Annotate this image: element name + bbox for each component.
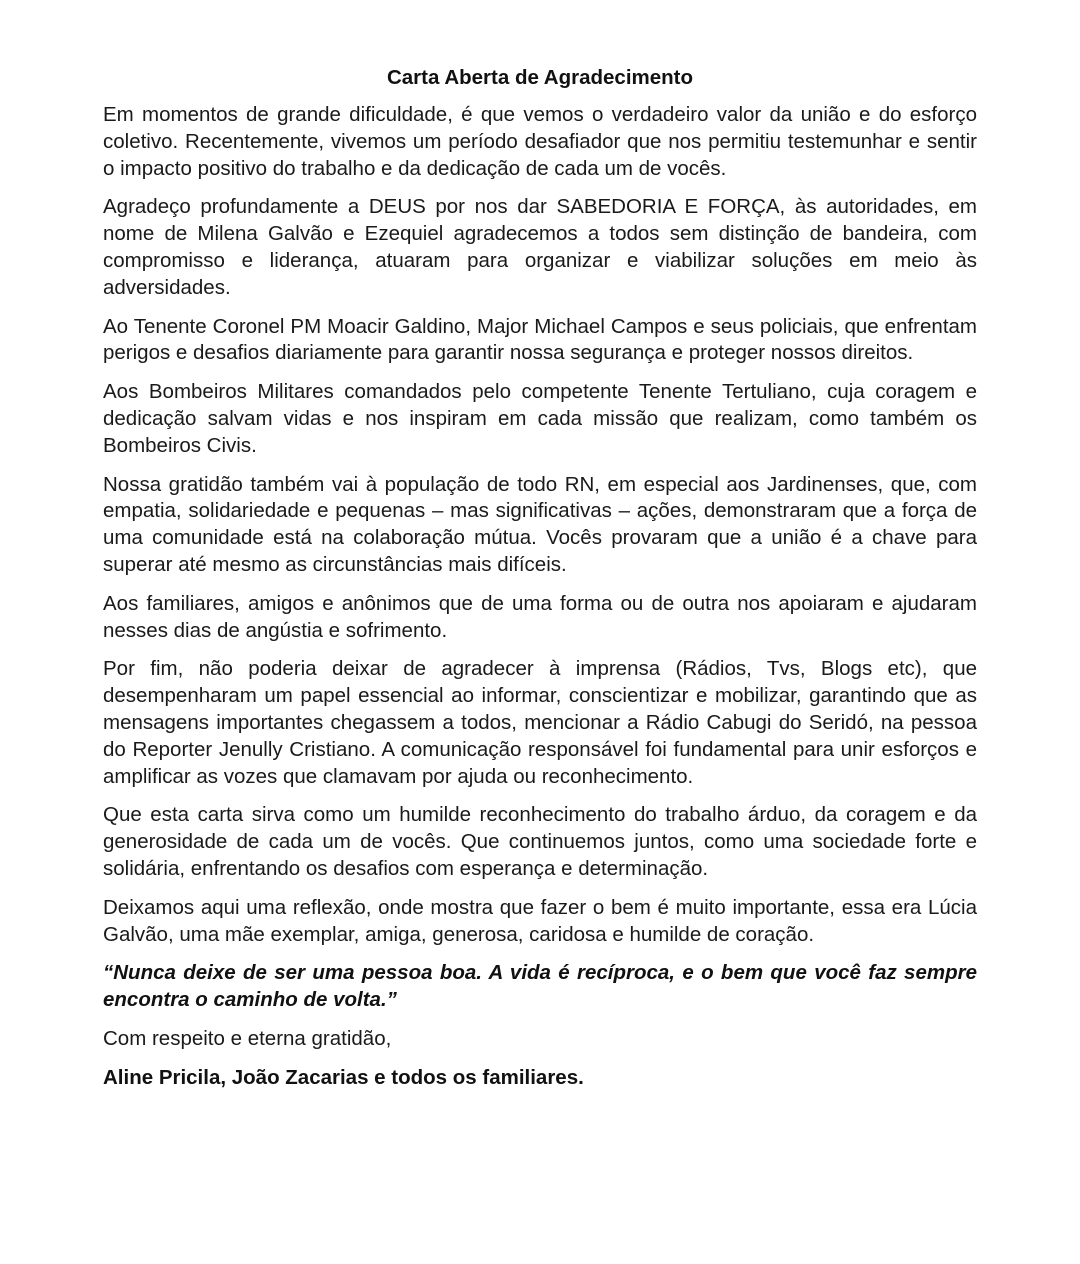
letter-page xyxy=(103,62,977,1104)
quote: “Nunca deixe de ser uma pessoa boa. A vida é recíproca, e o bem que você faz sempre encontra o caminho de volta.” xyxy=(103,961,977,1012)
paragraph-population: Nossa gratidão também vai à população de todo RN, em especial aos Jardinenses, que, com empatia, solidariedade e pequenas – mas significativas – ações, demonstraram que a força de uma comunidade está na colaboração mútua. Vocês provaram que a união é a chave para superar até mesmo as circunstâncias mais difíceis. xyxy=(103,472,977,576)
paragraph-reflection: Deixamos aqui uma reflexão, onde mostra que fazer o bem é muito importante, essa era Lúcia Galvão, uma mãe exemplar, amiga, generosa, caridosa e humilde de coração. xyxy=(103,895,977,946)
letter-title: Carta Aberta de Agradecimento xyxy=(386,66,694,89)
closing-line: Com respeito e eterna gratidão, xyxy=(103,1026,392,1050)
paragraph-firefighters: Aos Bombeiros Militares comandados pelo competente Tenente Tertuliano, cuja coragem e dedicação salvam vidas e nos inspiram em cada missão que realizam, como também os Bombeiros Civis. xyxy=(103,380,977,457)
paragraph-police: Ao Tenente Coronel PM Moacir Galdino, Major Michael Campos e seus policiais, que enfrentam perigos e desafios diariamente para garantir nossa segurança e proteger nossos direitos. xyxy=(103,314,977,365)
paragraph-recognition: Que esta carta sirva como um humilde reconhecimento do trabalho árduo, da coragem e da generosidade de cada um de vocês. Que continuemos juntos, como uma sociedade forte e solidária, enfrentando os desafios com esperança e determinação. xyxy=(103,803,977,880)
signature: Aline Pricila, João Zacarias e todos os familiares. xyxy=(103,1065,584,1089)
paragraph-press: Por fim, não poderia deixar de agradecer à imprensa (Rádios, Tvs, Blogs etc), que desempenharam um papel essencial ao informar, conscientizar e mobilizar, garantindo que as mensagens importantes chegassem a todos, mencionar a Rádio Cabugi do Seridó, na pessoa do Reporter Jenully Cristiano. A comunicação responsável foi fundamental para unir esforços e amplificar as vozes que clamavam por ajuda ou reconhecimento. xyxy=(103,657,977,788)
paragraph-intro: Em momentos de grande dificuldade, é que vemos o verdadeiro valor da união e do esforço coletivo. Recentemente, vivemos um período desafiador que nos permitiu testemunhar e sentir o impacto positivo do trabalho e da dedicação de cada um de vocês. xyxy=(103,103,977,180)
paragraph-family-friends: Aos familiares, amigos e anônimos que de uma forma ou de outra nos apoiaram e ajudaram nesses dias de angústia e sofrimento. xyxy=(103,591,977,642)
paragraph-authorities: Agradeço profundamente a DEUS por nos dar SABEDORIA E FORÇA, às autoridades, em nome de Milena Galvão e Ezequiel agradecemos a todos sem distinção de bandeira, com compromisso e liderança, atuaram para organizar e viabilizar soluções em meio às adversidades. xyxy=(103,195,977,299)
